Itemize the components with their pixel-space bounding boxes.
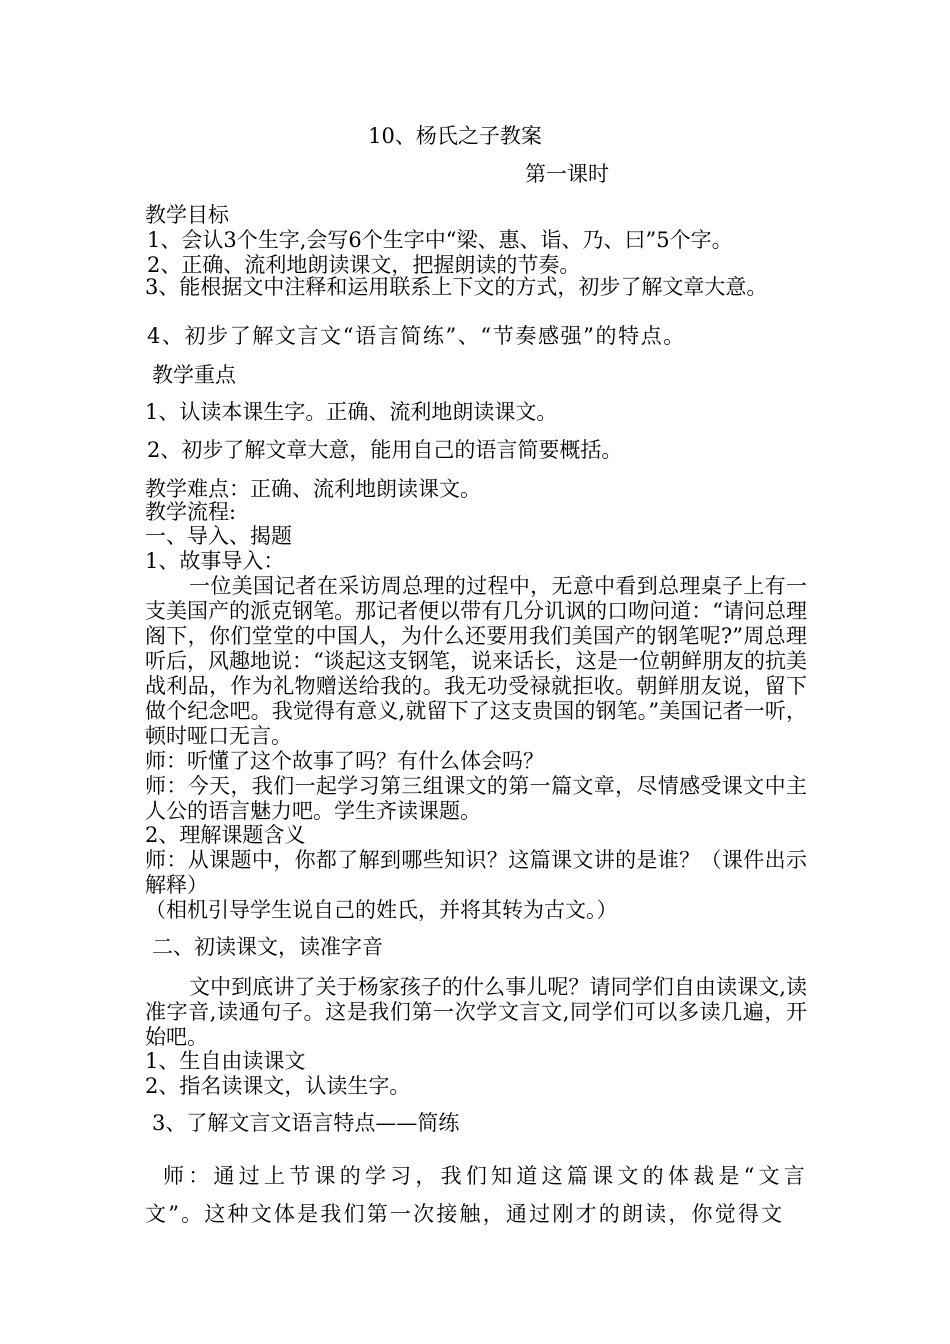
- doc-title: 10、杨氏之子教案: [368, 124, 542, 148]
- final-paragraph: 师：通过上节课的学习，我们知道这篇课文的体裁是“文言文”。这种文体是我们第一次接触，通过刚才的朗读，你觉得文: [145, 1164, 807, 1226]
- read-step: 2、指名读课文，认读生字。: [145, 1074, 411, 1098]
- reading-paragraph: 文中到底讲了关于杨家孩子的什么事儿呢？请同学们自由读课文,读准字音,读通句子。这是我们第一次学文言文,同学们可以多读几遍，开始吧。: [145, 975, 807, 1049]
- goal-item: 4、初步了解文言文“语言简练”、“节奏感强”的特点。: [147, 324, 686, 348]
- teacher-question: 师：今天，我们一起学习第三组课文的第一篇文章，尽情感受课文中主人公的语言魅力吧。学生齐读课题。: [145, 774, 807, 823]
- teacher-question: 师：从课题中，你都了解到哪些知识？这篇课文讲的是谁？（课件出示解释）: [145, 848, 807, 897]
- guide-note: （相机引导学生说自己的姓氏，并将其转为古文。）: [145, 898, 618, 922]
- story-heading: 1、故事导入：: [145, 549, 285, 573]
- section-heading: 一、导入、揭题: [145, 524, 292, 548]
- key-heading: 教学重点: [152, 363, 236, 387]
- section-heading: 二、初读课文，读准字音: [152, 935, 383, 959]
- read-step: 1、生自由读课文: [145, 1049, 306, 1073]
- teacher-question: 师：听懂了这个故事了吗？有什么体会吗？: [145, 749, 544, 773]
- difficulty: 教学难点：正确、流利地朗读课文。: [145, 477, 481, 501]
- item-heading: 2、理解课题含义: [145, 823, 306, 847]
- key-point: 1、认读本课生字。正确、流利地朗读课文。: [145, 400, 558, 424]
- lesson-period: 第一课时: [525, 162, 609, 186]
- goal-item: 1、会认3个生字,会写6个生字中“梁、惠、诣、乃、曰”5个字。: [147, 228, 733, 252]
- key-point: 2、初步了解文章大意，能用自己的语言简要概括。: [147, 438, 623, 462]
- goals-heading: 教学目标: [145, 203, 229, 227]
- process-heading: 教学流程:: [145, 500, 237, 524]
- item-heading: 3、了解文言文语言特点——简练: [152, 1111, 460, 1135]
- goal-item: 3、能根据文中注释和运用联系上下文的方式，初步了解文章大意。: [145, 275, 768, 299]
- story-paragraph: 一位美国记者在采访周总理的过程中，无意中看到总理桌子上有一支美国产的派克钢笔。那记者便以带有几分讥讽的口吻问道：“请问总理阁下，你们堂堂的中国人，为什么还要用我们美国产的钢笔呢?”周总理听后，风趣地说：“谈起这支钢笔，说来话长，这是一位朝鲜朋友的抗美战利品，作为礼物赠送给我的。我无功受禄就拒收。朝鲜朋友说，留下做个纪念吧。我觉得有意义,就留下了这支贵国的钢笔。”美国记者一听，顿时哑口无言。: [145, 574, 807, 748]
- goal-item: 2、正确、流利地朗读课文，把握朗读的节奏。: [147, 253, 581, 277]
